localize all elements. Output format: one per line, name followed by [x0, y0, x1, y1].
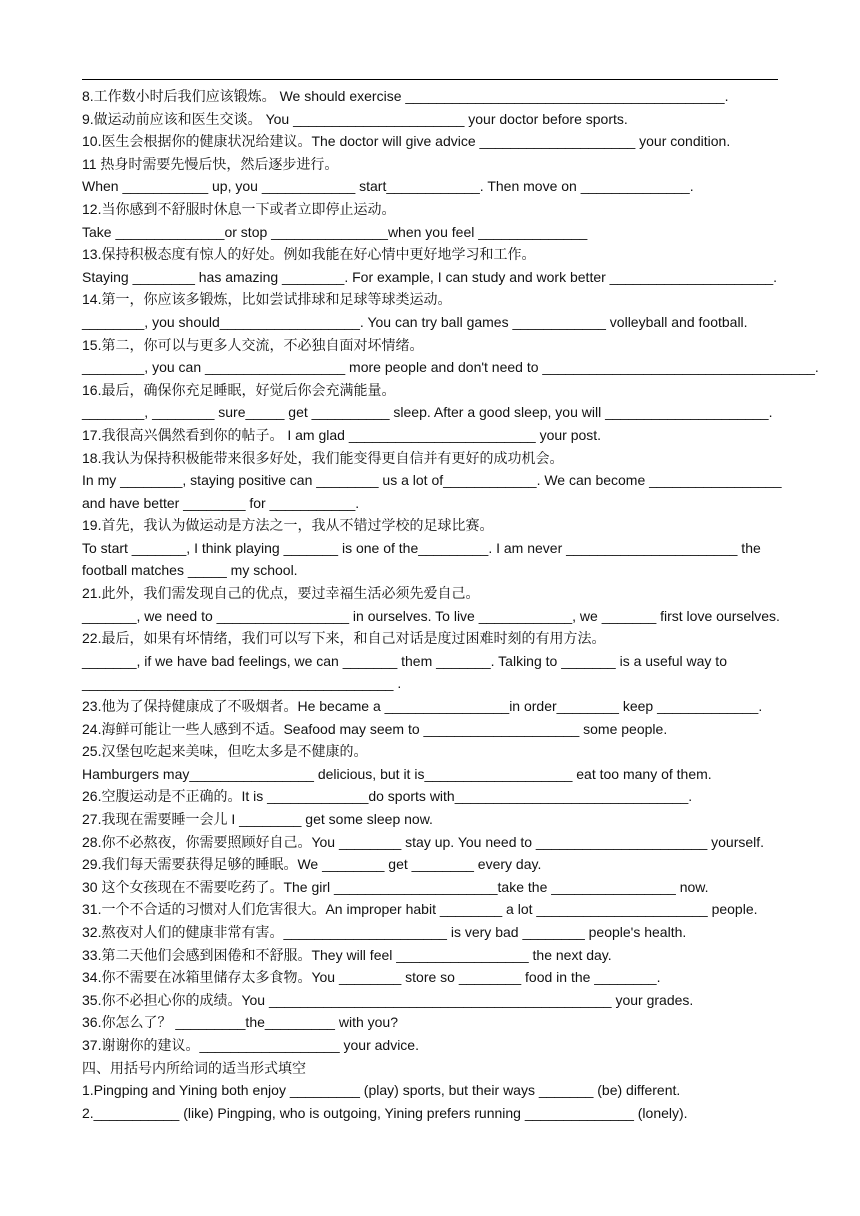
- worksheet-body: [82, 85, 819, 1124]
- text-line: 32.熬夜对人们的健康非常有害。_____________________ is very bad ________ people's health.: [82, 923, 687, 940]
- text-line: 16.最后，确保你充足睡眠，好觉后你会充满能量。: [82, 381, 396, 398]
- text-line: 24.海鲜可能让一些人感到不适。Seafood may seem to ____________________ some people.: [82, 720, 668, 737]
- text-line: 12.当你感到不舒服时休息一下或者立即停止运动。: [82, 200, 396, 217]
- text-line: 19.首先，我认为做运动是方法之一，我从不错过学校的足球比赛。: [82, 517, 494, 534]
- text-line: 31.一个不合适的习惯对人们危害很大。An improper habit ________ a lot ______________________ people.: [82, 901, 758, 918]
- text-line: 29.我们每天需要获得足够的睡眠。We ________ get ________ every day.: [82, 856, 542, 873]
- top-rule: [82, 79, 778, 80]
- text-line: 30 这个女孩现在不需要吃药了。The girl _____________________take the ________________ now.: [82, 878, 709, 895]
- text-line: Take ______________or stop _______________when you feel ______________: [82, 223, 588, 240]
- text-line: 33.第二天他们会感到困倦和不舒服。They will feel _________________ the next day.: [82, 946, 612, 963]
- text-line: 18.我认为保持积极能带来很多好处，我们能变得更自信并有更好的成功机会。: [82, 449, 564, 466]
- text-line: When ___________ up, you ____________ start____________. Then move on ______________.: [82, 178, 694, 195]
- text-line: 25.汉堡包吃起来美味，但吃太多是不健康的。: [82, 743, 368, 760]
- text-line: 9.做运动前应该和医生交谈。 You ______________________ your doctor before sports.: [82, 110, 628, 127]
- text-line: Hamburgers may________________ delicious, but it is___________________ eat too many of them.: [82, 765, 712, 782]
- text-line: 26.空腹运动是不正确的。It is _____________do sports with______________________________.: [82, 788, 693, 805]
- text-line: and have better ________ for ___________.: [82, 494, 360, 511]
- text-line: _______, we need to _________________ in ourselves. To live ____________, we _______ first love ourselves.: [82, 607, 780, 624]
- text-line: To start _______, I think playing _______ is one of the_________. I am never ______________________ the: [82, 539, 761, 556]
- text-line: ________, ________ sure_____ get __________ sleep. After a good sleep, you will _____________________.: [82, 404, 773, 421]
- text-line: football matches _____ my school.: [82, 562, 298, 579]
- text-line: 21.此外，我们需发现自己的优点，要过幸福生活必须先爱自己。: [82, 585, 480, 602]
- text-line: 35.你不必担心你的成绩。You ____________________________________________ your grades.: [82, 991, 694, 1008]
- section-heading: 四、用括号内所给词的适当形式填空: [82, 1059, 306, 1076]
- text-line: 34.你不需要在冰箱里储存太多食物。You ________ store so ________ food in the ________.: [82, 969, 661, 986]
- text-line: 22.最后，如果有坏情绪，我们可以写下来，和自己对话是度过困难时刻的有用方法。: [82, 630, 606, 647]
- text-line: 8.工作数小时后我们应该锻炼。 We should exercise _________________________________________.: [82, 88, 729, 104]
- text-line: 36.你怎么了？ _________the_________ with you?: [82, 1014, 398, 1031]
- text-line: ________, you can __________________ more people and don't need to ___________________________________.: [82, 359, 819, 376]
- text-line: ________, you should__________________. You can try ball games ____________ volleyball and football.: [82, 313, 748, 330]
- text-line: _______, if we have bad feelings, we can _______ them _______. Talking to _______ is a useful way to: [82, 652, 727, 669]
- text-line: 27.我现在需要睡一会儿 I ________ get some sleep now.: [82, 811, 433, 827]
- text-line: 28.你不必熬夜，你需要照顾好自己。You ________ stay up. You need to ______________________ yourself.: [82, 833, 765, 850]
- text-line: 13.保持积极态度有惊人的好处。例如我能在好心情中更好地学习和工作。: [82, 246, 536, 263]
- text-line: 10.医生会根据你的健康状况给建议。The doctor will give advice ____________________ your condition.: [82, 133, 731, 150]
- text-line: 11 热身时需要先慢后快，然后逐步进行。: [82, 155, 339, 172]
- text-line: 23.他为了保持健康成了不吸烟者。He became a ________________in order________ keep _____________.: [82, 698, 763, 715]
- text-line: 15.第二，你可以与更多人交流，不必独自面对坏情绪。: [82, 336, 424, 353]
- text-line: 1.Pingping and Yining both enjoy _________ (play) sports, but their ways _______ (be) different.: [82, 1082, 681, 1099]
- text-line: 37.谢谢你的建议。__________________ your advice.: [82, 1036, 419, 1053]
- text-line: 14.第一，你应该多锻炼，比如尝试排球和足球等球类运动。: [82, 291, 452, 308]
- text-line: ________________________________________ .: [82, 675, 402, 692]
- text-line: 2.___________ (like) Pingping, who is outgoing, Yining prefers running ______________ (lonely).: [82, 1104, 688, 1121]
- text-line: In my ________, staying positive can ________ us a lot of____________. We can become _________________: [82, 472, 782, 489]
- text-line: Staying ________ has amazing ________. For example, I can study and work better _____________________.: [82, 268, 778, 285]
- text-line: 17.我很高兴偶然看到你的帖子。 I am glad ________________________ your post.: [82, 426, 602, 443]
